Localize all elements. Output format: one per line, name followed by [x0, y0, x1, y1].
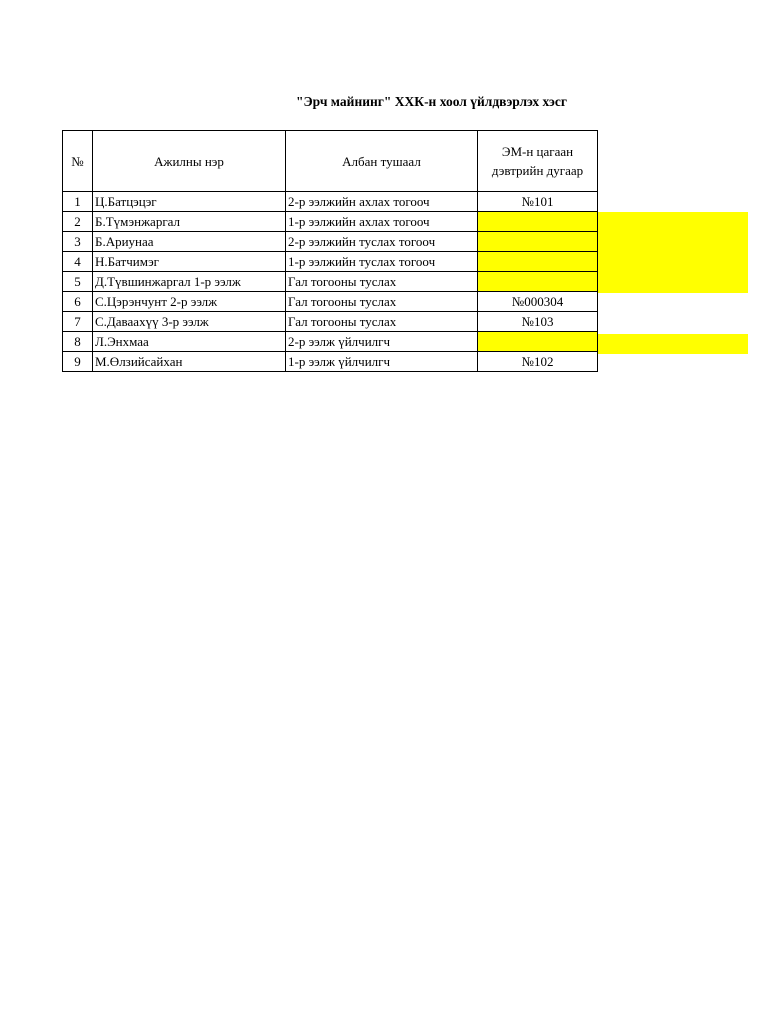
cell-number: 4	[63, 252, 93, 272]
cell-health-book-number: №103	[478, 312, 598, 332]
header-number: №	[63, 131, 93, 192]
cell-health-book-number: №101	[478, 192, 598, 212]
cell-health-book-number	[478, 232, 598, 252]
employee-table	[62, 130, 598, 372]
cell-number: 5	[63, 272, 93, 292]
cell-position: Гал тогооны туслах	[286, 272, 478, 292]
table-row	[63, 332, 598, 352]
cell-health-book-number	[478, 252, 598, 272]
cell-employee-name: Д.Түвшинжаргал 1-р ээлж	[93, 272, 286, 292]
cell-health-book-number	[478, 272, 598, 292]
header-position: Албан тушаал	[286, 131, 478, 192]
cell-position: 2-р ээлжийн ахлах тогооч	[286, 192, 478, 212]
document-title: "Эрч майнинг" ХХК-н хоол үйлдвэрлэх хэсг	[296, 94, 567, 109]
header-employee-name: Ажилны нэр	[93, 131, 286, 192]
cell-position: Гал тогооны туслах	[286, 312, 478, 332]
cell-health-book-number: №102	[478, 352, 598, 372]
cell-position: 2-р ээлж үйлчилгч	[286, 332, 478, 352]
cell-employee-name: Н.Батчимэг	[93, 252, 286, 272]
table-row	[63, 252, 598, 272]
cell-position: 1-р ээлж үйлчилгч	[286, 352, 478, 372]
table-row	[63, 292, 598, 312]
cell-health-book-number	[478, 332, 598, 352]
highlight-block-rows-2-5	[598, 212, 748, 293]
table-row	[63, 272, 598, 292]
cell-employee-name: Ц.Батцэцэг	[93, 192, 286, 212]
cell-employee-name: Б.Ариунаа	[93, 232, 286, 252]
cell-health-book-number	[478, 212, 598, 232]
cell-number: 6	[63, 292, 93, 312]
header-health-book-number	[478, 131, 598, 192]
cell-number: 9	[63, 352, 93, 372]
cell-number: 3	[63, 232, 93, 252]
cell-position: 1-р ээлжийн туслах тогооч	[286, 252, 478, 272]
cell-position: 1-р ээлжийн ахлах тогооч	[286, 212, 478, 232]
cell-employee-name: С.Даваахүү 3-р ээлж	[93, 312, 286, 332]
table-row	[63, 232, 598, 252]
cell-number: 1	[63, 192, 93, 212]
cell-health-book-number: №000304	[478, 292, 598, 312]
header-health-book-line1: ЭМ-н цагаан	[501, 144, 574, 159]
cell-number: 8	[63, 332, 93, 352]
table-row	[63, 192, 598, 212]
cell-position: Гал тогооны туслах	[286, 292, 478, 312]
table-row	[63, 212, 598, 232]
cell-position: 2-р ээлжийн туслах тогооч	[286, 232, 478, 252]
cell-employee-name: Л.Энхмаа	[93, 332, 286, 352]
header-health-book-line2: дэвтрийн дугаар	[491, 163, 584, 178]
table-row	[63, 312, 598, 332]
cell-employee-name: М.Өлзийсайхан	[93, 352, 286, 372]
cell-employee-name: Б.Түмэнжаргал	[93, 212, 286, 232]
cell-employee-name: С.Цэрэнчунт 2-р ээлж	[93, 292, 286, 312]
table-row	[63, 352, 598, 372]
cell-number: 7	[63, 312, 93, 332]
table-header-row	[63, 131, 598, 192]
cell-number: 2	[63, 212, 93, 232]
highlight-block-row-8	[598, 334, 748, 354]
